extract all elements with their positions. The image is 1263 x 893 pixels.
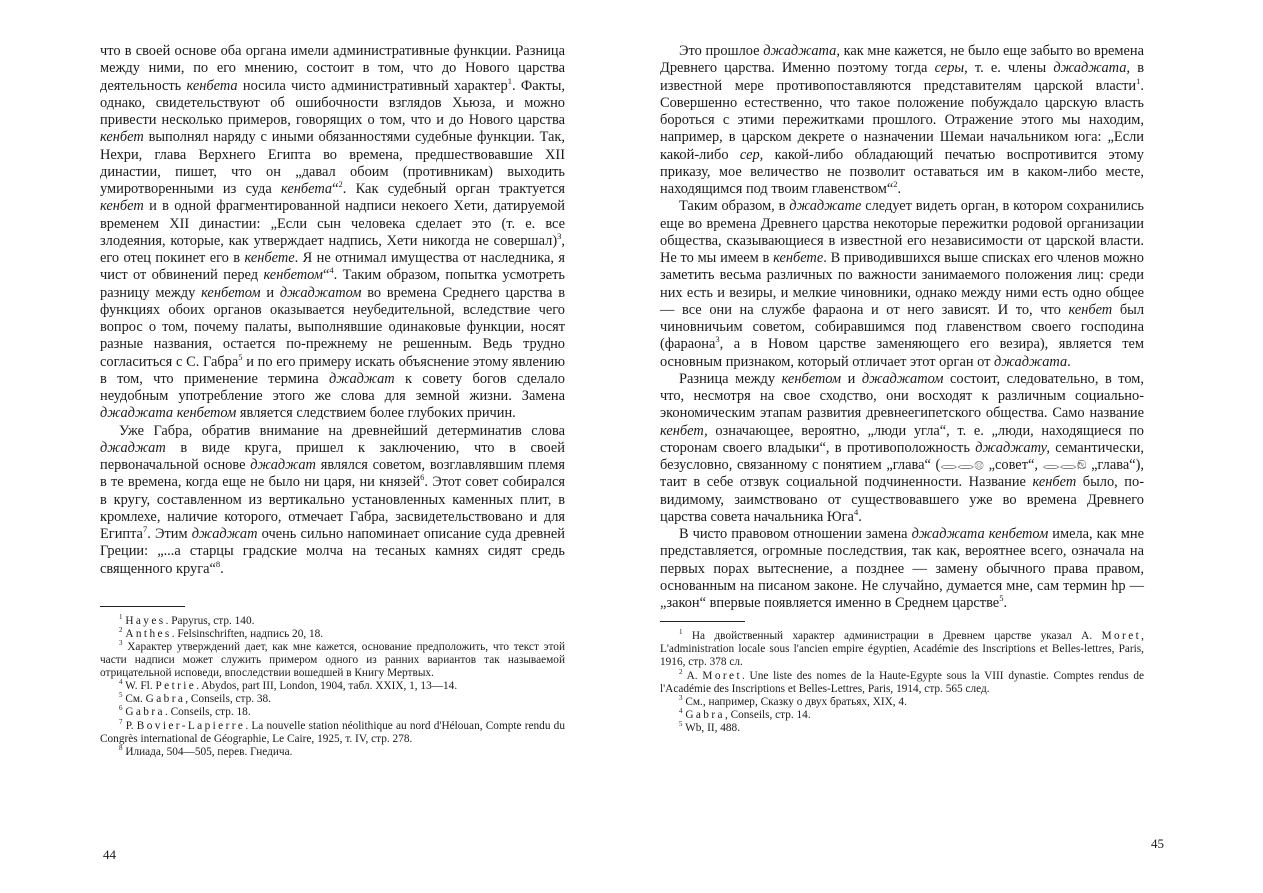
footnote: $^4$ W. Fl. Petrie. Abydos, part III, London, 1904, табл. XXIX, 1, 13—14. [119,678,458,693]
right-footnotes [660,630,1144,735]
footnote: $^3$ Характер утверждений дает, как мне кажется, основание предположить, что текст этой части надписи может служить примером одного из ранних вариантов так называемой отрицательной исповеди, впоследствии вошедшей в Книгу Мертвых. [100,639,565,680]
left-footnotes [100,612,565,759]
page-number-right: 45 [1151,836,1164,851]
footnote: $^8$ Илиада, 504—505, перев. Гнедича. [119,743,293,758]
footnote: $^5$ См. Gabra, Conseils, стр. 38. [119,691,272,706]
left-column [100,43,565,759]
left-body-text [100,43,565,578]
footnote-rule [100,606,185,607]
footnote: $^7$ P. Bovier-Lapierre. La nouvelle station néolithique au nord d'Hélouan, Compte rendu du Congrès international de Géographie, Le Caire, 1925, т. IV, стр. 278. [100,717,565,745]
footnote: $^3$ См., например, Сказку о двух братьях, XIX, 4. [679,693,907,708]
footnote: $^4$ Gabra, Conseils, стр. 14. [679,707,811,721]
left-paragraph-1: что в своей основе оба органа имели административные функции. Разница между ними, по его мнению, состоит в том, что до Нового царства деятельность кенбета носила чисто административный характер$^1$. Факты, однако, свидетельствуют об ошибочности взглядов Хьюза, и можно привести несколько примеров, говорящих о том, что и до Нового царства кенбет выполнял наряду с иными обязанностями судебные функции. Так, Нехри, глава Верхнего Египта во времена, предшествовавшие XII династии, пишет, что он „давал обоим (противникам) выходить умиротворенными из суда кенбета“$^2$. Как судебный орган трактуется кенбет и в одной фрагментированной надписи некоего Хети, датируемой временем XII династии: „Если сын человека сделает это (т. е. все злодеяния, которые, как утверждает надпись, Хети никогда не совершал)$^3$, его отец покинет его в кенбете. Я не отнимал имущества от наследника, я чист от обвинений перед кенбетом“$^4$. Таким образом, попытка усмотреть разницу между кенбетом и джаджатом во времена Среднего царства в функциях обоих органов оказывается неубедительной, вследствие чего вопрос о том, почему палаты, выполнявшие одинаковые функции, носят разные названия, остается по-прежнему не решенным. Ведь трудно согласиться с С. Габра$^5$ и по его примеру искать объяснение этому явлению в том, что применение термина джаджат к совету богов сделало неудобным употребление этого же слова для земной жизни. Замена джаджата кенбетом является следствием более глубоких причин. [100,43,566,422]
right-paragraph-4: В чисто правовом отношении замена джаджата кенбетом имела, как мне представляется, огромные последствия, так как, вероятнее всего, означала на первых порах вытеснение, а позднее — замену обычного права правом, основанным на писаном законе. Не случайно, думается мне, сам термин hp — „закон“ впервые появляется именно в Среднем царстве$^5$. [660,526,1144,611]
footnote: $^1$ Hayes. Papyrus, стр. 140. [119,612,255,627]
right-column [660,43,1144,735]
footnote: $^1$ На двойственный характер администрации в Древнем царстве указал A. Moret, L'administration locale sous l'ancien empire égyptien, Académie des Inscriptions et Belles-lettres, Paris, 1916, стр. 378 сл. [660,628,1144,669]
right-paragraph-3: Разница между кенбетом и джаджатом состоит, следовательно, в том, что, несмотря на свое сходство, они восходят к различным социально-экономическим этапам развития древнеегипетского общества. Само название кенбет, означающее, вероятно, „люди угла“, т. е. „люди, находящиеся по сторонам своего владыки“, в противоположность джаджату, семантически, безусловно, связанному с понятием „глава“ (𓂋𓂋𓊖 „совет“, 𓂋𓂋𓁶 „глава“), таит в себе отзвук социальной подчиненности. Название кенбет было, по-видимому, заимствовано от существовавшего уже во времена Древнего царства совета начальника Юга$^4$. [660,370,1145,525]
footnote-rule [660,621,745,622]
left-paragraph-2: Уже Габра, обратив внимание на древнейший детерминатив слова джаджат в виде круга, пришел к заключению, что в своей первоначальной основе джаджат являлся советом, возглавлявшим племя в те времена, когда еще не было ни царя, ни князей$^6$. Этот совет собирался в кругу, составленном из вертикально установленных каменных плит, в кромлехе, наличие которого, отмечает Габра, засвидетельствовано и для Египта$^7$. Этим джаджат очень сильно напоминает описание суда древней Греции: „...а старцы градские молча на тесаных камнях сидят средь священного круга“$^8$. [100,422,565,577]
right-body-text [660,43,1144,612]
right-paragraph-2: Таким образом, в джаджате следует видеть орган, в котором сохранились еще во времена Древнего царства некоторые пережитки родовой организации общества, сказывающиеся в известной его независимости от царской власти. Не то мы имеем в кенбете. В приводившихся выше списках его членов можно заметить весьма различных по важности занимаемого положения лиц: среди них есть и везиры, и мелкие чиновники, однако между ними есть одно общее — все они на службе фараона и от него зависят. И то, что кенбет был чиновничьим советом, собиравшимся под главенством своего господина (фараона$^3$, а в Новом царстве заменяющего его везира), является тем основным признаком, который отличает этот орган от джаджата. [660,198,1144,370]
footnote: $^5$ Wb, II, 488. [679,720,741,734]
right-paragraph-1: Это прошлое джаджата, как мне кажется, не было еще забыто во времена Древнего царства. Именно поэтому тогда серы, т. е. члены джаджата, в известной мере противопоставляются представителям царской власти$^1$. Совершенно естественно, что такое положение побуждало царскую власть бороться с этими пережитками прошлого. Отражение этого мы находим, например, в царском декрете о назначении Шемаи начальником юга: „Если какой-либо сер, какой-либо обладающий печатью воспротивится этому приказу, мое величество не позволит оставаться им в каком-либо месте, находящимся под твоим главенством“$^2$. [660,43,1145,197]
left-page [0,0,631,893]
right-page [631,0,1263,893]
footnote: $^6$ Gabra. Conseils, стр. 18. [119,704,251,719]
footnote: $^2$ A. Moret. Une liste des nomes de la Haute-Egypte sous la VIII dynastie. Comptes rendus de l'Académie des Inscriptions et Belles-Lettres, Paris, 1914, стр. 565 след. [660,667,1145,695]
page-number-left: 44 [103,847,116,862]
footnote: $^2$ Anthes. Felsinschriften, надпись 20, 18. [119,626,324,640]
